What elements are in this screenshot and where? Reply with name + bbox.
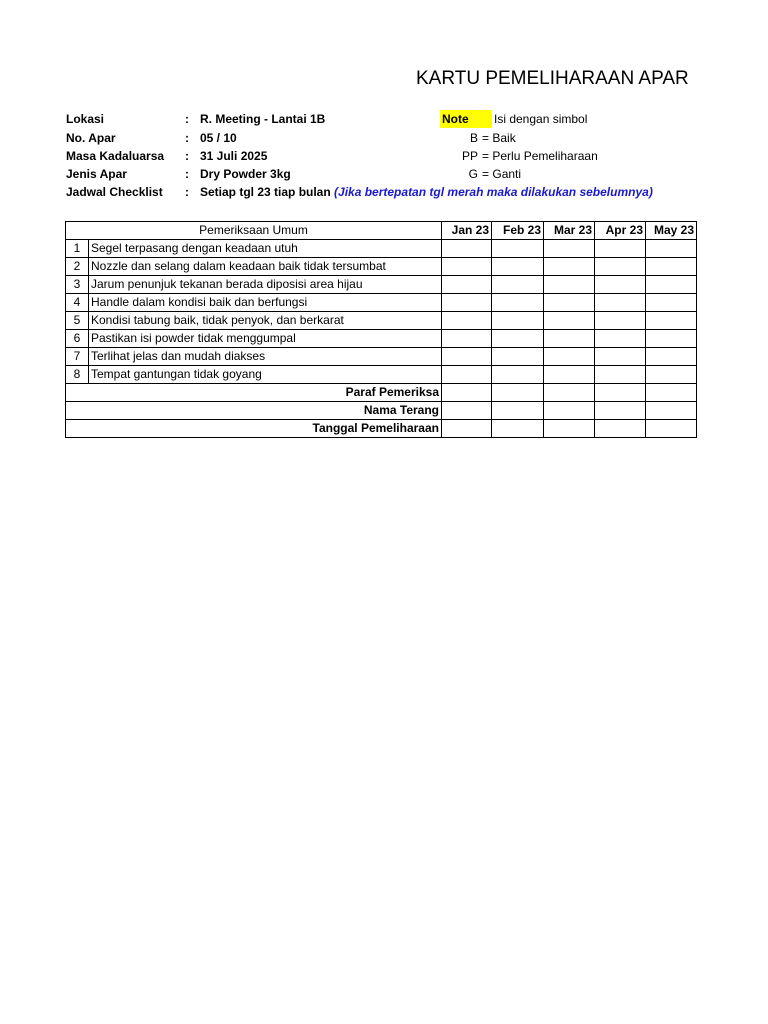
check-cell[interactable] bbox=[544, 330, 595, 348]
check-cell[interactable] bbox=[492, 294, 544, 312]
check-cell[interactable] bbox=[595, 330, 646, 348]
check-cell[interactable] bbox=[646, 312, 697, 330]
info-row-jadwal bbox=[0, 183, 768, 201]
item-number: 1 bbox=[66, 240, 89, 258]
check-cell[interactable] bbox=[595, 312, 646, 330]
item-number: 7 bbox=[66, 348, 89, 366]
check-cell[interactable] bbox=[595, 348, 646, 366]
footer-label: Nama Terang bbox=[66, 402, 442, 420]
note-code: G bbox=[468, 167, 478, 181]
footer-cell[interactable] bbox=[595, 420, 646, 438]
item-number: 8 bbox=[66, 366, 89, 384]
table-row bbox=[66, 366, 697, 384]
table-row bbox=[66, 330, 697, 348]
no-apar-label: No. Apar bbox=[66, 131, 116, 145]
item-number: 3 bbox=[66, 276, 89, 294]
item-text: Segel terpasang dengan keadaan utuh bbox=[89, 240, 442, 258]
jadwal-value: Setiap tgl 23 tiap bulan (Jika bertepatan tgl merah maka dilakukan sebelumnya) bbox=[200, 185, 653, 199]
lokasi-value: R. Meeting - Lantai 1B bbox=[200, 112, 326, 126]
check-cell[interactable] bbox=[646, 348, 697, 366]
note-meaning: = Ganti bbox=[482, 167, 522, 181]
check-cell[interactable] bbox=[492, 330, 544, 348]
colon: : bbox=[185, 112, 189, 126]
footer-cell[interactable] bbox=[646, 402, 697, 420]
item-text: Nozzle dan selang dalam keadaan baik tidak tersumbat bbox=[89, 258, 442, 276]
note-code: B bbox=[469, 131, 478, 145]
check-cell[interactable] bbox=[544, 312, 595, 330]
table-row bbox=[66, 348, 697, 366]
lokasi-label: Lokasi bbox=[66, 112, 105, 126]
table-header-row bbox=[66, 222, 697, 240]
footer-cell[interactable] bbox=[544, 420, 595, 438]
note-meaning: = Perlu Pemeliharaan bbox=[482, 149, 598, 163]
item-text: Pastikan isi powder tidak menggumpal bbox=[89, 330, 442, 348]
info-row-masa bbox=[0, 147, 768, 165]
colon: : bbox=[185, 149, 189, 163]
check-cell[interactable] bbox=[442, 366, 492, 384]
check-cell[interactable] bbox=[442, 294, 492, 312]
item-number: 6 bbox=[66, 330, 89, 348]
month-header: Jan 23 bbox=[442, 222, 492, 240]
colon: : bbox=[185, 167, 189, 181]
check-cell[interactable] bbox=[442, 258, 492, 276]
item-text: Handle dalam kondisi baik dan berfungsi bbox=[89, 294, 442, 312]
check-cell[interactable] bbox=[492, 312, 544, 330]
check-cell[interactable] bbox=[544, 348, 595, 366]
info-section bbox=[0, 110, 768, 202]
check-cell[interactable] bbox=[595, 258, 646, 276]
page-title: KARTU PEMELIHARAAN APAR bbox=[416, 68, 689, 89]
footer-cell[interactable] bbox=[442, 384, 492, 402]
no-apar-value: 05 / 10 bbox=[200, 131, 237, 145]
item-text: Terlihat jelas dan mudah diakses bbox=[89, 348, 442, 366]
check-cell[interactable] bbox=[595, 366, 646, 384]
table-row bbox=[66, 312, 697, 330]
check-cell[interactable] bbox=[442, 240, 492, 258]
item-number: 4 bbox=[66, 294, 89, 312]
footer-cell[interactable] bbox=[595, 384, 646, 402]
note-label: Note bbox=[440, 110, 492, 128]
month-header: May 23 bbox=[646, 222, 697, 240]
footer-label: Paraf Pemeriksa bbox=[66, 384, 442, 402]
masa-label: Masa Kadaluarsa bbox=[66, 149, 165, 163]
check-cell[interactable] bbox=[646, 240, 697, 258]
note-meaning: = Baik bbox=[482, 131, 516, 145]
check-cell[interactable] bbox=[442, 330, 492, 348]
check-cell[interactable] bbox=[544, 276, 595, 294]
check-cell[interactable] bbox=[646, 294, 697, 312]
item-text: Kondisi tabung baik, tidak penyok, dan berkarat bbox=[89, 312, 442, 330]
check-cell[interactable] bbox=[544, 240, 595, 258]
check-cell[interactable] bbox=[544, 258, 595, 276]
check-cell[interactable] bbox=[442, 276, 492, 294]
check-cell[interactable] bbox=[544, 294, 595, 312]
check-cell[interactable] bbox=[646, 258, 697, 276]
masa-value: 31 Juli 2025 bbox=[200, 149, 268, 163]
jadwal-label: Jadwal Checklist bbox=[66, 185, 163, 199]
note-description: Isi dengan simbol bbox=[494, 112, 588, 126]
footer-row bbox=[66, 402, 697, 420]
colon: : bbox=[185, 185, 189, 199]
jenis-value: Dry Powder 3kg bbox=[200, 167, 291, 181]
footer-cell[interactable] bbox=[544, 402, 595, 420]
check-cell[interactable] bbox=[595, 240, 646, 258]
check-cell[interactable] bbox=[492, 276, 544, 294]
table-row bbox=[66, 294, 697, 312]
table-row bbox=[66, 258, 697, 276]
footer-cell[interactable] bbox=[442, 402, 492, 420]
item-text: Tempat gantungan tidak goyang bbox=[89, 366, 442, 384]
footer-cell[interactable] bbox=[492, 420, 544, 438]
footer-cell[interactable] bbox=[595, 402, 646, 420]
footer-cell[interactable] bbox=[492, 402, 544, 420]
month-header: Feb 23 bbox=[492, 222, 544, 240]
check-cell[interactable] bbox=[492, 240, 544, 258]
footer-cell[interactable] bbox=[442, 420, 492, 438]
checklist-table bbox=[65, 221, 697, 438]
month-header: Apr 23 bbox=[595, 222, 646, 240]
jenis-label: Jenis Apar bbox=[66, 167, 127, 181]
header-pemeriksaan: Pemeriksaan Umum bbox=[66, 222, 442, 240]
check-cell[interactable] bbox=[595, 294, 646, 312]
title-container bbox=[380, 66, 697, 92]
check-cell[interactable] bbox=[544, 366, 595, 384]
table-row bbox=[66, 240, 697, 258]
check-cell[interactable] bbox=[595, 276, 646, 294]
colon: : bbox=[185, 131, 189, 145]
info-row-lokasi bbox=[0, 110, 768, 128]
check-cell[interactable] bbox=[492, 366, 544, 384]
check-cell[interactable] bbox=[442, 348, 492, 366]
check-cell[interactable] bbox=[646, 276, 697, 294]
footer-label: Tanggal Pemeliharaan bbox=[66, 420, 442, 438]
table-row bbox=[66, 276, 697, 294]
item-text: Jarum penunjuk tekanan berada diposisi area hijau bbox=[89, 276, 442, 294]
footer-cell[interactable] bbox=[492, 384, 544, 402]
check-cell[interactable] bbox=[442, 312, 492, 330]
note-code: PP bbox=[461, 149, 478, 163]
footer-row bbox=[66, 384, 697, 402]
footer-row bbox=[66, 420, 697, 438]
info-row-no-apar bbox=[0, 129, 768, 147]
jadwal-note: (Jika bertepatan tgl merah maka dilakukan sebelumnya) bbox=[334, 185, 653, 199]
footer-cell[interactable] bbox=[646, 420, 697, 438]
month-header: Mar 23 bbox=[544, 222, 595, 240]
footer-cell[interactable] bbox=[544, 384, 595, 402]
check-cell[interactable] bbox=[492, 258, 544, 276]
check-cell[interactable] bbox=[646, 366, 697, 384]
check-cell[interactable] bbox=[492, 348, 544, 366]
item-number: 5 bbox=[66, 312, 89, 330]
info-row-jenis bbox=[0, 165, 768, 183]
check-cell[interactable] bbox=[646, 330, 697, 348]
item-number: 2 bbox=[66, 258, 89, 276]
footer-cell[interactable] bbox=[646, 384, 697, 402]
